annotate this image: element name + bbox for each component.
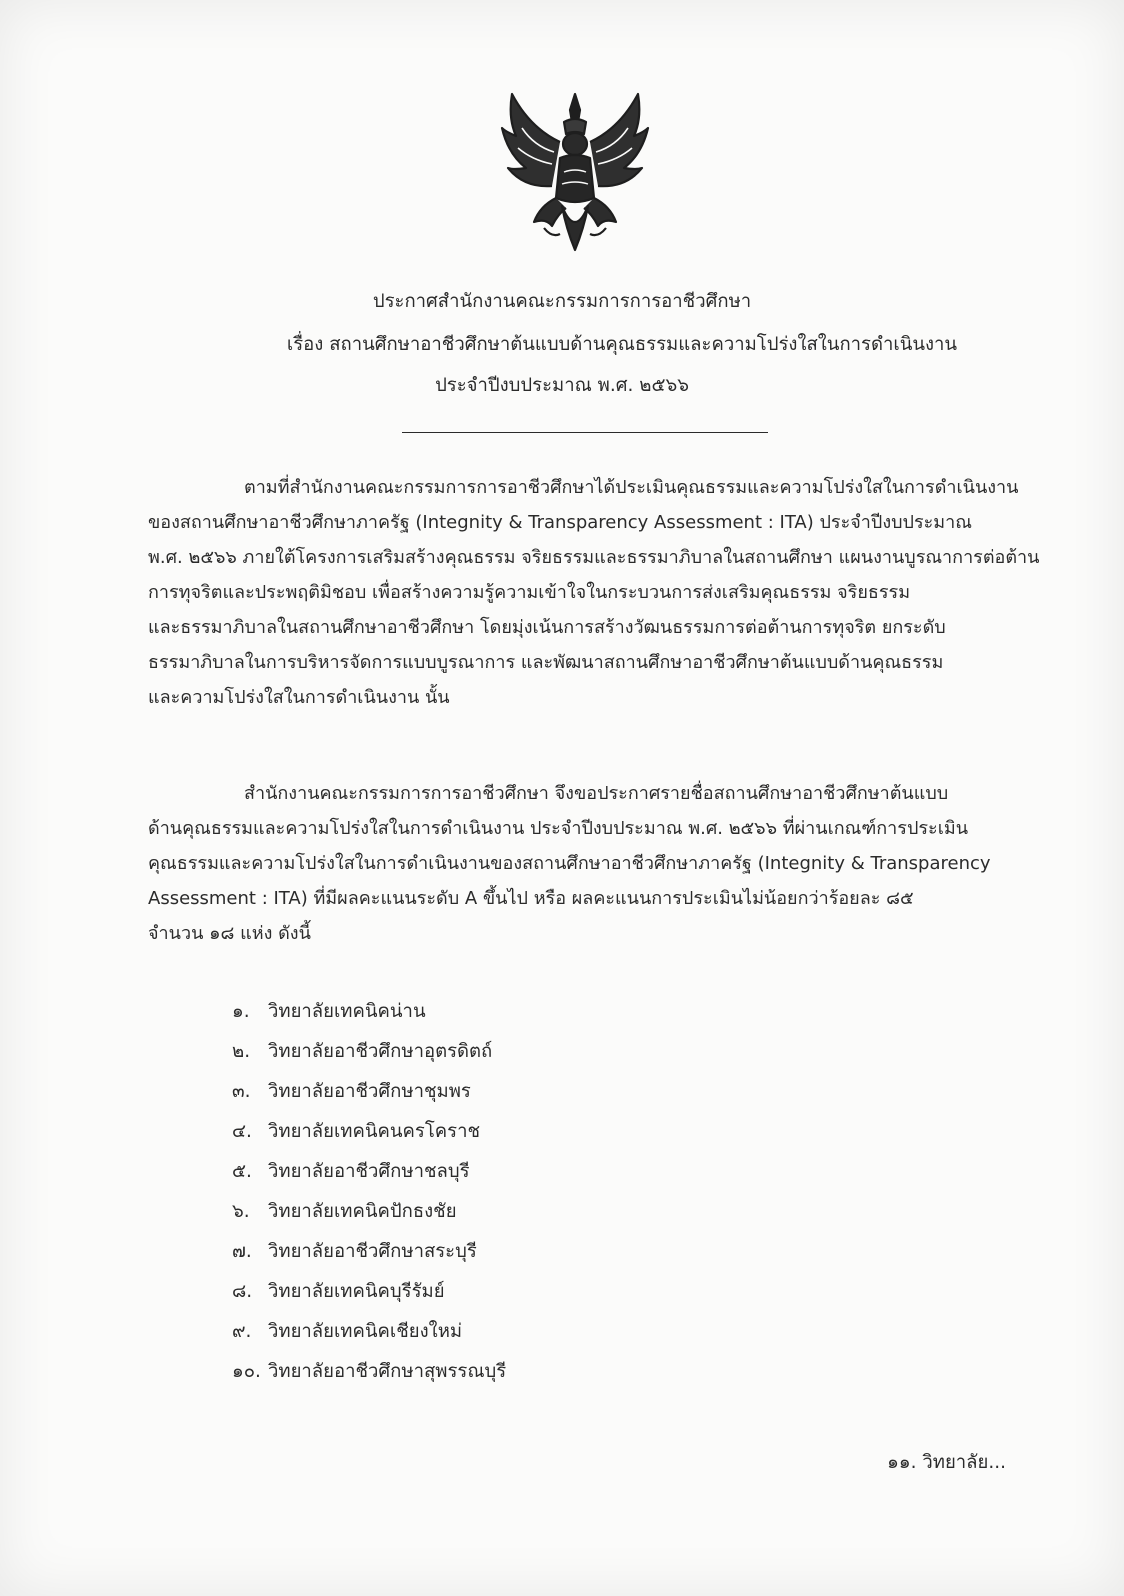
paragraph-line: การทุจริตและประพฤติมิชอบ เพื่อสร้างความรู้ความเข้าใจในกระบวนการส่งเสริมคุณธรรม จริยธรรม <box>148 582 911 603</box>
list-number: ๓. <box>232 1081 251 1102</box>
college-name: วิทยาลัยอาชีวศึกษาอุตรดิตถ์ <box>268 1041 493 1062</box>
paragraph-line: และธรรมาภิบาลในสถานศึกษาอาชีวศึกษา โดยมุ่งเน้นการสร้างวัฒนธรรมการต่อต้านการทุจริต ยกระดับ <box>148 617 946 638</box>
heading-divider <box>402 432 768 433</box>
list-item <box>232 1032 506 1072</box>
college-name: วิทยาลัยอาชีวศึกษาชลบุรี <box>268 1161 470 1182</box>
garuda-emblem-icon <box>500 88 650 254</box>
paragraph-line: Assessment : ITA) ที่มีผลคะแนนระดับ A ขึ้นไป หรือ ผลคะแนนการประเมินไม่น้อยกว่าร้อยละ ๘๕ <box>148 888 914 909</box>
list-item <box>232 992 506 1032</box>
college-name: วิทยาลัยเทคนิคนครโคราช <box>268 1121 481 1142</box>
college-name: วิทยาลัยอาชีวศึกษาสุพรรณบุรี <box>268 1361 507 1382</box>
college-name: วิทยาลัยเทคนิคเชียงใหม่ <box>268 1321 463 1342</box>
page-continuation: ๑๑. วิทยาลัย... <box>887 1452 1006 1473</box>
paragraph-line: จำนวน ๑๘ แห่ง ดังนี้ <box>148 923 311 944</box>
college-name: วิทยาลัยอาชีวศึกษาชุมพร <box>268 1081 471 1102</box>
paragraph-line: สำนักงานคณะกรรมการการอาชีวศึกษา จึงขอประกาศรายชื่อสถานศึกษาอาชีวศึกษาต้นแบบ <box>244 783 949 804</box>
list-number: ๗. <box>232 1241 252 1262</box>
list-item <box>232 1192 506 1232</box>
paragraph-line: และความโปร่งใสในการดำเนินงาน นั้น <box>148 687 450 708</box>
list-number: ๖. <box>232 1201 250 1222</box>
list-number: ๔. <box>232 1121 252 1142</box>
list-number: ๑๐. <box>232 1361 261 1382</box>
list-item <box>232 1232 506 1272</box>
list-number: ๘. <box>232 1281 253 1302</box>
paragraph-line: ธรรมาภิบาลในการบริหารจัดการแบบบูรณาการ และพัฒนาสถานศึกษาอาชีวศึกษาต้นแบบด้านคุณธรรม <box>148 652 944 673</box>
announcement-fiscal-year: ประจำปีงบประมาณ พ.ศ. ๒๕๖๖ <box>435 375 689 396</box>
list-item <box>232 1272 506 1312</box>
list-item <box>232 1072 506 1112</box>
paragraph-line: คุณธรรมและความโปร่งใสในการดำเนินงานของสถานศึกษาอาชีวศึกษาภาครัฐ (Integnity & Transparency <box>148 853 991 874</box>
list-item <box>232 1352 506 1392</box>
list-item <box>232 1112 506 1152</box>
paragraph-line: ด้านคุณธรรมและความโปร่งใสในการดำเนินงาน ประจำปีงบประมาณ พ.ศ. ๒๕๖๖ ที่ผ่านเกณฑ์การประเมิน <box>148 818 969 839</box>
college-name: วิทยาลัยเทคนิคปักธงชัย <box>268 1201 457 1222</box>
paragraph-line: ของสถานศึกษาอาชีวศึกษาภาครัฐ (Integnity & Transparency Assessment : ITA) ประจำปีงบประมาณ <box>148 512 972 533</box>
announcement-subject: เรื่อง สถานศึกษาอาชีวศึกษาต้นแบบด้านคุณธรรมและความโปร่งใสในการดำเนินงาน <box>286 334 958 355</box>
college-name: วิทยาลัยเทคนิคน่าน <box>268 1001 426 1022</box>
college-name: วิทยาลัยอาชีวศึกษาสระบุรี <box>268 1241 477 1262</box>
announcement-title: ประกาศสำนักงานคณะกรรมการการอาชีวศึกษา <box>372 291 752 312</box>
college-list <box>232 992 506 1392</box>
paragraph-announcement <box>148 776 1014 951</box>
list-number: ๙. <box>232 1321 252 1342</box>
list-number: ๕. <box>232 1161 252 1182</box>
list-item <box>232 1312 506 1352</box>
list-item <box>232 1152 506 1192</box>
paragraph-line: ตามที่สำนักงานคณะกรรมการการอาชีวศึกษาได้ประเมินคุณธรรมและความโปร่งใสในการดำเนินงาน <box>244 477 1019 498</box>
list-number: ๒. <box>232 1041 251 1062</box>
paragraph-line: พ.ศ. ๒๕๖๖ ภายใต้โครงการเสริมสร้างคุณธรรม จริยธรรมและธรรมาภิบาลในสถานศึกษา แผนงานบูรณาการต่อต้าน <box>148 547 1040 568</box>
paragraph-background <box>148 470 1040 715</box>
list-number: ๑. <box>232 1001 250 1022</box>
college-name: วิทยาลัยเทคนิคบุรีรัมย์ <box>268 1281 445 1302</box>
